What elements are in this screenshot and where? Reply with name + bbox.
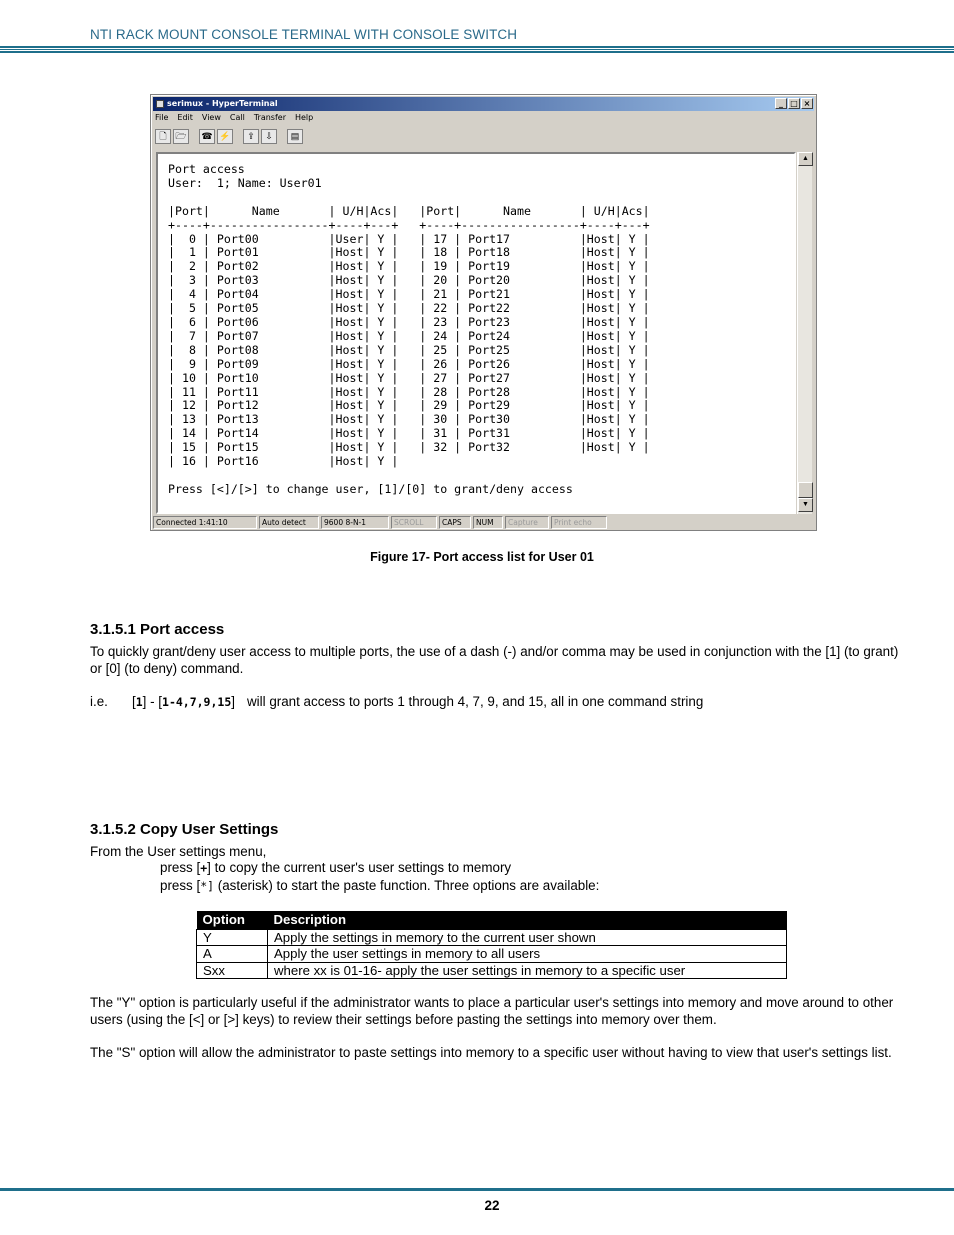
- terminal-line: | 16 | Port16 |Host| Y |: [168, 454, 399, 469]
- terminal-screen[interactable]: [156, 152, 796, 514]
- page-number: 22: [484, 1198, 500, 1213]
- minimize-icon[interactable]: _: [775, 98, 787, 109]
- table-row: [197, 962, 787, 979]
- status-capture: Capture: [505, 516, 549, 529]
- status-num: NUM: [473, 516, 503, 529]
- maximize-icon[interactable]: □: [788, 98, 800, 109]
- terminal-line: [168, 469, 650, 483]
- table-cell: where xx is 01-16- apply the user settings in memory to a specific user: [268, 962, 787, 979]
- example-row: i.e. [1] - [1-4,7,9,15] will grant access to ports 1 through 4, 7, 9, and 15, all in one command string: [90, 694, 704, 709]
- properties-icon[interactable]: ▤: [287, 129, 303, 144]
- hyperterminal-window: [150, 94, 817, 531]
- s-option-paragraph: The "S" option will allow the administrator to paste settings into memory to a specific user without having to view that user's settings list.: [90, 1045, 892, 1060]
- new-icon[interactable]: 🗋: [155, 129, 171, 144]
- table-cell: Y: [197, 929, 268, 946]
- status-scroll: SCROLL: [391, 516, 437, 529]
- send-icon[interactable]: ⇪: [243, 129, 259, 144]
- close-icon[interactable]: ×: [801, 98, 813, 109]
- terminal-line: [168, 191, 650, 205]
- call-icon[interactable]: ☎: [199, 129, 215, 144]
- menu-view[interactable]: View: [201, 113, 221, 122]
- terminal-line: | 10 | Port10 |Host| Y | | 27 | Port27 |Host| Y |: [168, 370, 650, 385]
- terminal-line: +----+-----------------+----+---+ +----+-----------------+----+---+: [168, 217, 650, 232]
- scroll-down-icon[interactable]: ▼: [798, 498, 813, 512]
- example-label: i.e.: [90, 694, 108, 709]
- options-table: [196, 911, 787, 979]
- menubar: [155, 113, 313, 125]
- disconnect-icon[interactable]: ⚡: [217, 129, 233, 144]
- status-connected: Connected 1:41:10: [153, 516, 257, 529]
- footer-rule: [0, 1188, 954, 1191]
- status-settings: 9600 8-N-1: [321, 516, 389, 529]
- statusbar: [153, 516, 814, 529]
- status-detect: Auto detect: [259, 516, 319, 529]
- table-cell: A: [197, 946, 268, 963]
- terminal-line: | 12 | Port12 |Host| Y | | 29 | Port29 |Host| Y |: [168, 398, 650, 413]
- terminal-text: [168, 163, 650, 497]
- page-header-title: NTI RACK MOUNT CONSOLE TERMINAL WITH CONSOLE SWITCH: [90, 27, 518, 42]
- port-access-paragraph: To quickly grant/deny user access to multiple ports, the use of a dash (-) and/or comma may be used in conjunction with the [1] (to grant) or [0] (to deny) command.: [90, 644, 899, 676]
- vertical-scrollbar[interactable]: [797, 152, 812, 514]
- table-header-option: Option: [197, 911, 268, 929]
- open-icon[interactable]: 🗁: [173, 129, 189, 144]
- terminal-line: | 15 | Port15 |Host| Y | | 32 | Port32 |Host| Y |: [168, 440, 650, 455]
- terminal-line: | 9 | Port09 |Host| Y | | 26 | Port26 |Host| Y |: [168, 356, 650, 371]
- menu-transfer[interactable]: Transfer: [253, 113, 286, 122]
- table-header-description: Description: [268, 911, 787, 929]
- app-icon: [156, 100, 164, 108]
- table-row: [197, 946, 787, 963]
- menu-edit[interactable]: Edit: [177, 113, 193, 122]
- figure-caption: Figure 17- Port access list for User 01: [370, 550, 594, 564]
- example-cmd-2: 1-4,7,9,15: [162, 695, 232, 709]
- copy-intro: From the User settings menu,: [90, 844, 267, 859]
- scroll-thumb[interactable]: [798, 482, 813, 498]
- toolbar: [155, 129, 303, 147]
- menu-help[interactable]: Help: [294, 113, 314, 122]
- terminal-line: | 11 | Port11 |Host| Y | | 28 | Port28 |Host| Y |: [168, 384, 650, 399]
- table-cell: Sxx: [197, 962, 268, 979]
- window-titlebar: [153, 97, 814, 111]
- terminal-line: User: 1; Name: User01: [168, 175, 322, 190]
- terminal-line: | 14 | Port14 |Host| Y | | 31 | Port31 |Host| Y |: [168, 426, 650, 441]
- example-cmd-1: 1: [135, 695, 143, 709]
- star-key: *]: [200, 879, 215, 893]
- section-heading-copy-settings: 3.1.5.2 Copy User Settings: [90, 821, 279, 838]
- status-print-echo: Print echo: [551, 516, 607, 529]
- terminal-line: | 2 | Port02 |Host| Y | | 19 | Port19 |Host| Y |: [168, 259, 650, 274]
- menu-call[interactable]: Call: [229, 113, 245, 122]
- table-row: [197, 929, 787, 946]
- receive-icon[interactable]: ⇩: [261, 129, 277, 144]
- terminal-line: | 3 | Port03 |Host| Y | | 20 | Port20 |Host| Y |: [168, 273, 650, 288]
- copy-star-line: press [*] (asterisk) to start the paste function. Three options are available:: [160, 878, 600, 893]
- table-cell: Apply the user settings in memory to all users: [268, 946, 787, 963]
- menu-file[interactable]: File: [155, 113, 169, 122]
- terminal-line: | 8 | Port08 |Host| Y | | 25 | Port25 |Host| Y |: [168, 342, 650, 357]
- status-caps: CAPS: [439, 516, 471, 529]
- window-title: serimux - HyperTerminal: [167, 99, 278, 108]
- terminal-line: | 6 | Port06 |Host| Y | | 23 | Port23 |Host| Y |: [168, 314, 650, 329]
- terminal-line: | 5 | Port05 |Host| Y | | 22 | Port22 |Host| Y |: [168, 301, 650, 316]
- terminal-line: | 13 | Port13 |Host| Y | | 30 | Port30 |Host| Y |: [168, 412, 650, 427]
- terminal-line: | 7 | Port07 |Host| Y | | 24 | Port24 |Host| Y |: [168, 328, 650, 343]
- copy-plus-line: press [+] to copy the current user's user settings to memory: [160, 860, 512, 875]
- plus-key: +: [200, 861, 208, 875]
- scroll-up-icon[interactable]: ▲: [798, 152, 813, 166]
- terminal-line: | 0 | Port00 |User| Y | | 17 | Port17 |Host| Y |: [168, 231, 650, 246]
- example-desc: will grant access to ports 1 through 4, 7, 9, and 15, all in one command string: [247, 694, 704, 709]
- terminal-line: Press [<]/[>] to change user, [1]/[0] to grant/deny access: [168, 481, 573, 496]
- terminal-line: | 4 | Port04 |Host| Y | | 21 | Port21 |Host| Y |: [168, 287, 650, 302]
- header-rule: [0, 46, 954, 53]
- terminal-line: |Port| Name | U/H|Acs| |Port| Name | U/H|Acs|: [168, 203, 650, 218]
- y-option-paragraph: The "Y" option is particularly useful if the administrator wants to place a particular user's settings into memory and move around to other users (using the [<] or [>] keys) to review their settings before pasting the settings into memory over them.: [90, 995, 894, 1027]
- table-cell: Apply the settings in memory to the current user shown: [268, 929, 787, 946]
- section-heading-port-access: 3.1.5.1 Port access: [90, 621, 225, 638]
- terminal-line: | 1 | Port01 |Host| Y | | 18 | Port18 |Host| Y |: [168, 245, 650, 260]
- terminal-line: Port access: [168, 162, 245, 176]
